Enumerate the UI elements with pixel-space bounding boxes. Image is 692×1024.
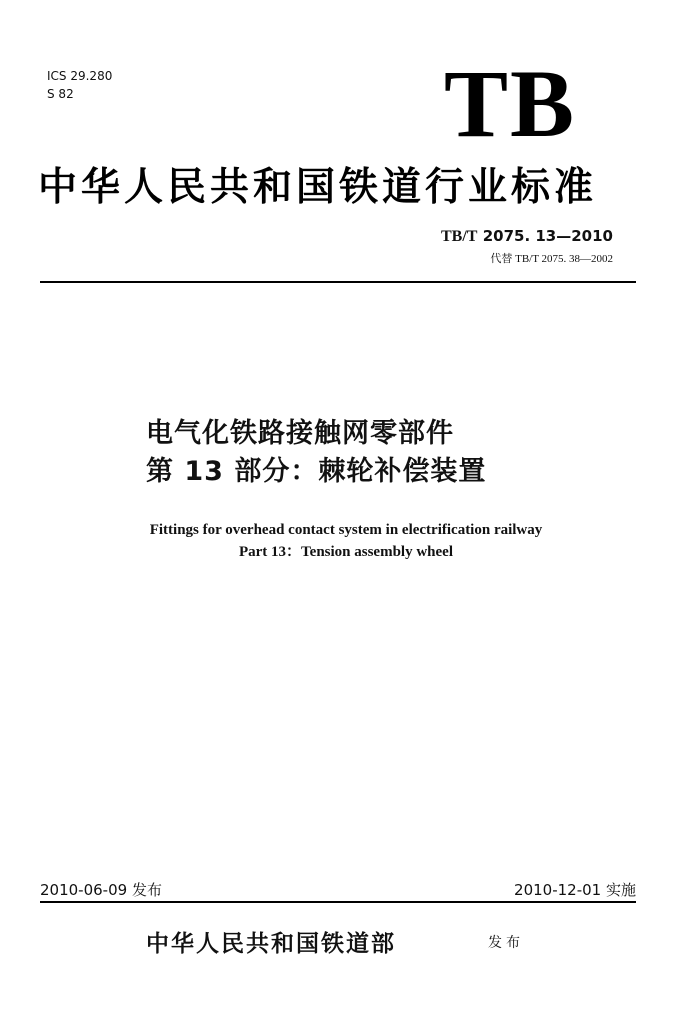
ics-code: ICS 29.280 bbox=[47, 69, 113, 83]
standard-number-value: 2075. 13—2010 bbox=[482, 227, 613, 245]
chinese-title-line-1: 电气化铁路接触网零部件 bbox=[146, 418, 454, 449]
replaces-standard: 代替 TB/T 2075. 38—2002 bbox=[490, 253, 613, 265]
authority-title: 中华人民共和国铁道行业标准 bbox=[38, 164, 598, 210]
chinese-title-line-2: 第 13 部分：棘轮补偿装置 bbox=[146, 456, 487, 487]
publish-label: 发布 bbox=[488, 935, 524, 951]
english-title-line-2: Part 13：Tension assembly wheel bbox=[238, 544, 454, 560]
classification-codes bbox=[47, 67, 112, 103]
footer-divider bbox=[40, 901, 636, 903]
issue-date: 2010-06-09 发布 bbox=[40, 881, 162, 899]
english-title-line-1: Fittings for overhead contact system in electrification railway bbox=[149, 522, 543, 538]
standard-number-prefix: TB/T bbox=[441, 228, 478, 245]
chinese-title bbox=[146, 415, 486, 491]
tb-logo: TB bbox=[443, 50, 576, 157]
english-title bbox=[0, 519, 692, 563]
ccs-code: S 82 bbox=[47, 87, 74, 101]
standard-number bbox=[441, 227, 613, 246]
publisher-name: 中华人民共和国铁道部 bbox=[146, 930, 396, 957]
header-divider bbox=[40, 281, 636, 283]
implementation-date: 2010-12-01 实施 bbox=[514, 881, 636, 899]
